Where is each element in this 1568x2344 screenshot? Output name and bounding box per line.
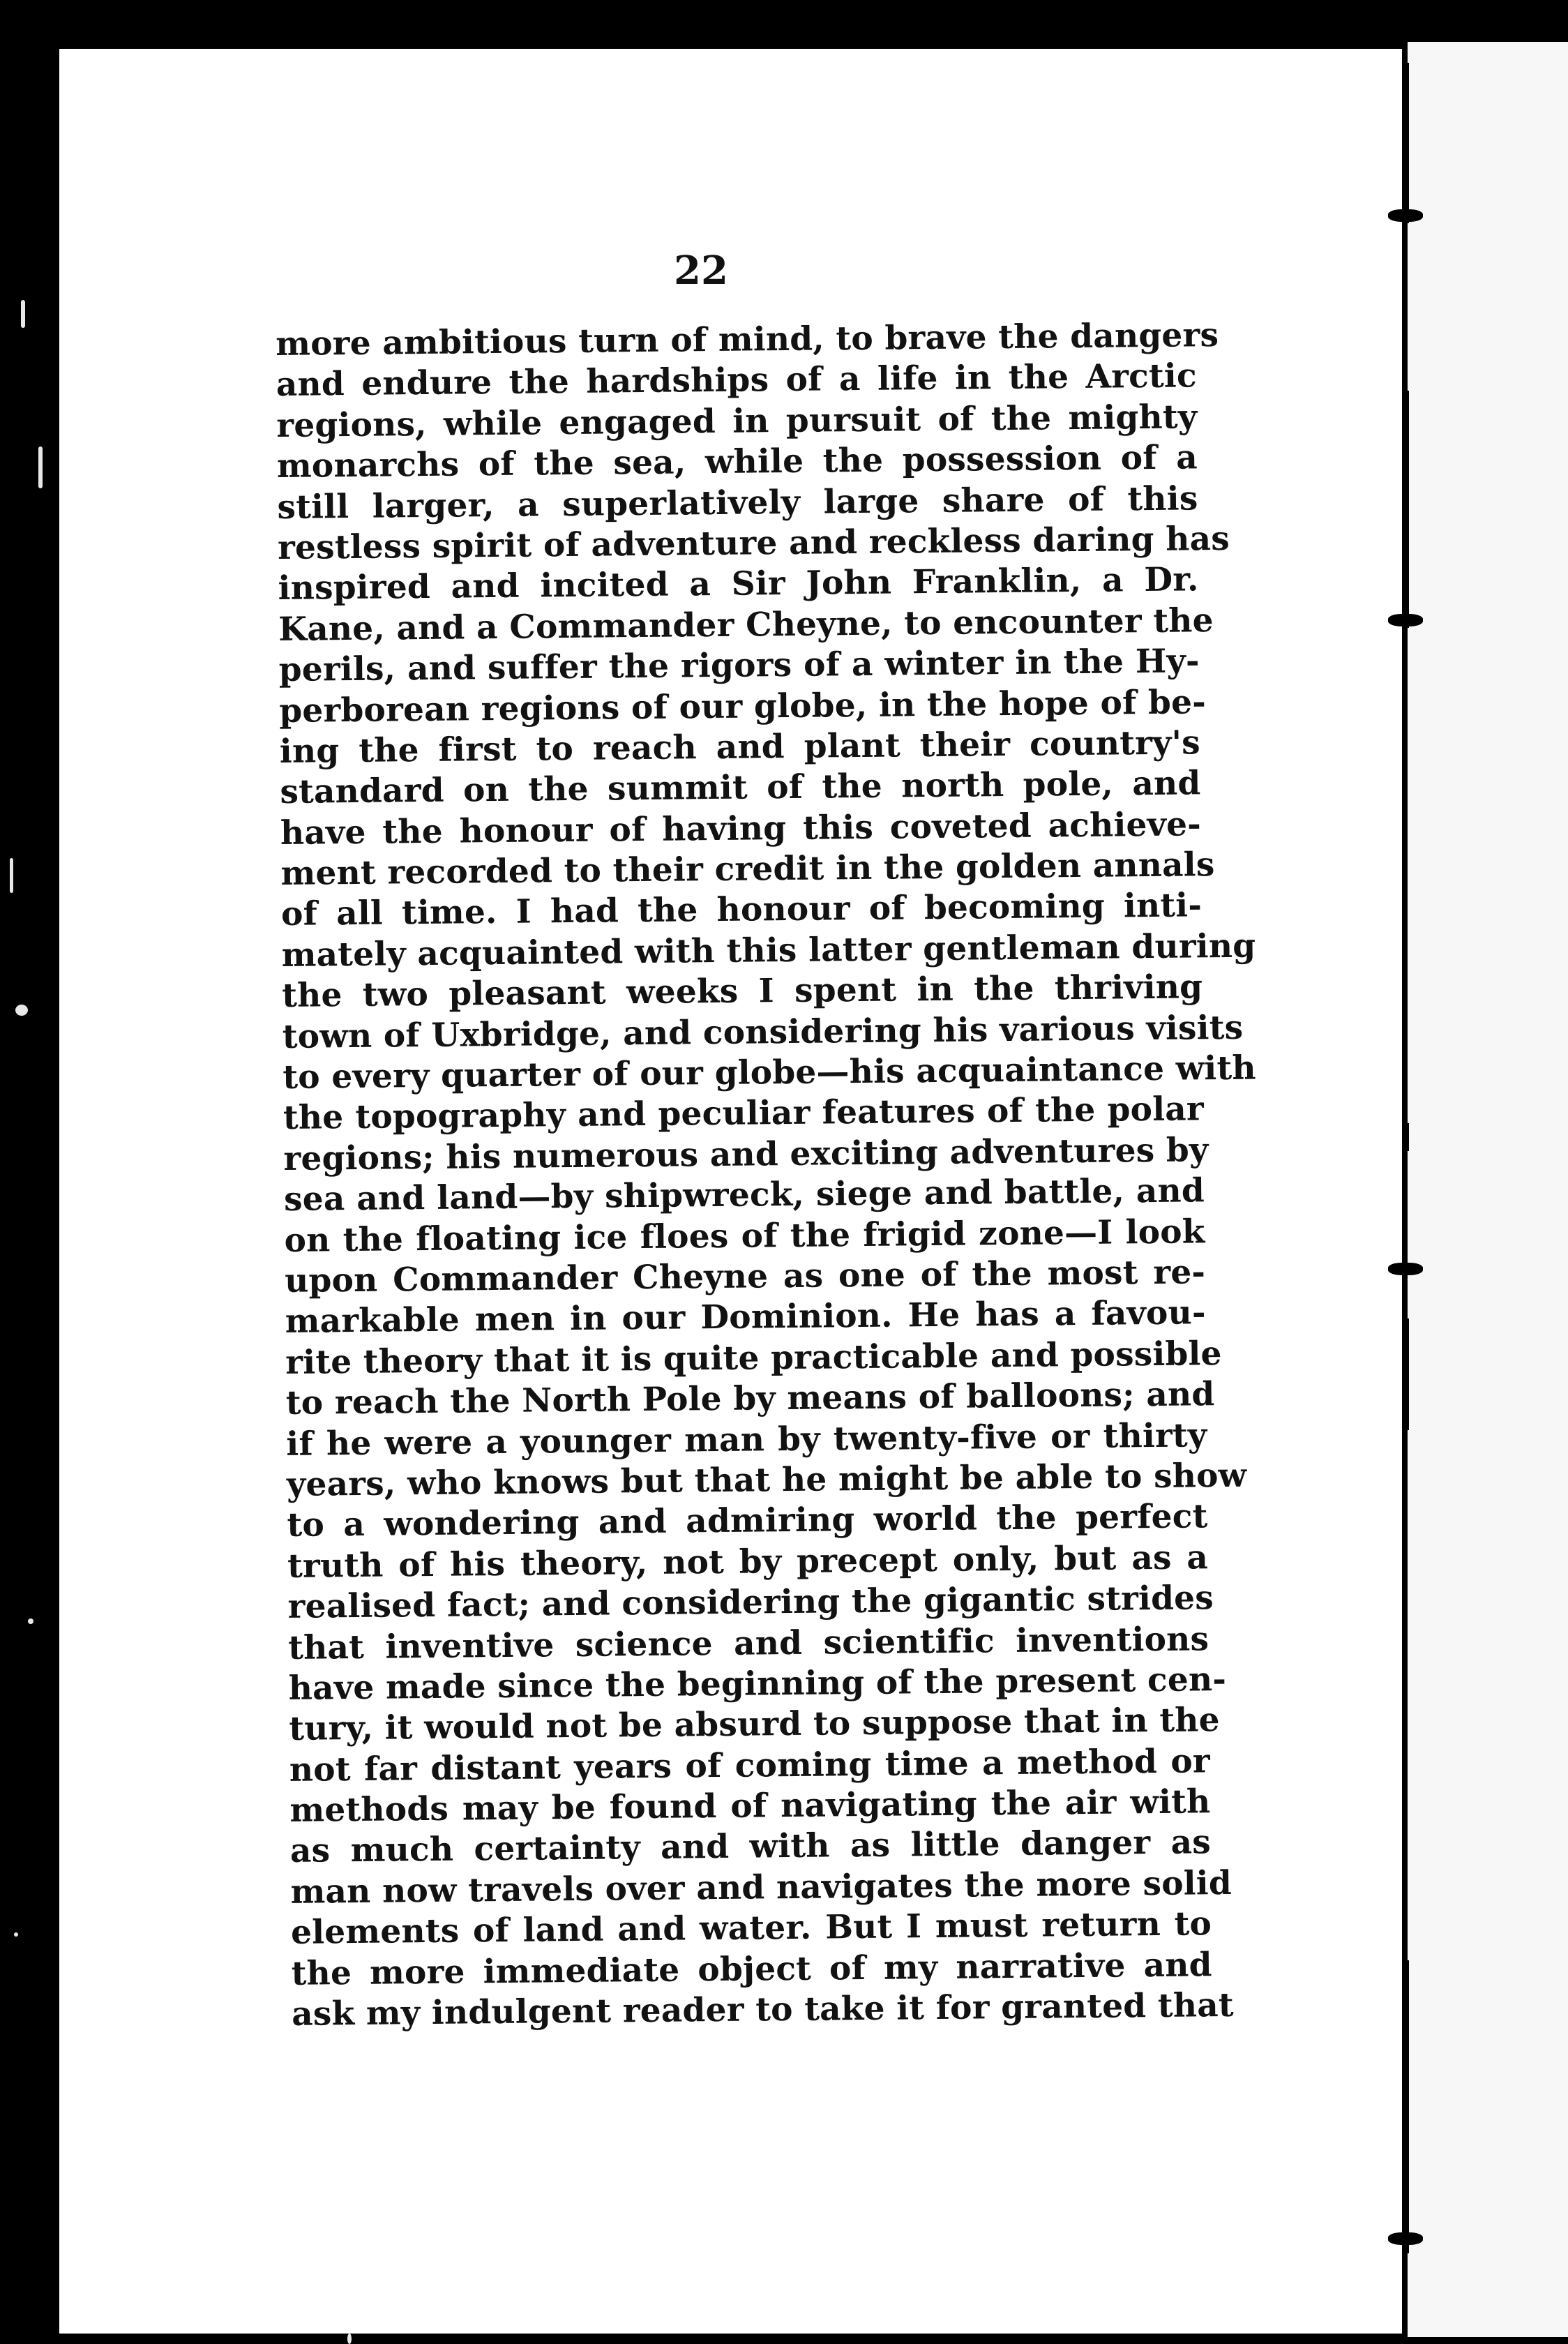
text-line: the topography and peculiar features of the polar — [282, 1090, 1205, 1138]
adjacent-page-edge — [1408, 42, 1568, 2337]
text-line: to every quarter of our globe—his acquaintance with — [282, 1049, 1256, 1097]
text-line: upon Commander Cheyne as one of the most re- — [284, 1253, 1206, 1300]
text-line: perils, and suffer the rigors of a winter in the Hy- — [278, 642, 1200, 690]
text-line: regions; his numerous and exciting adventures by — [283, 1131, 1209, 1178]
scan-speck — [347, 2334, 352, 2344]
scan-speck — [21, 300, 25, 328]
text-line: tury, it would not be absurd to suppose that in the — [289, 1701, 1221, 1749]
text-line: rite theory that it is quite practicable and possible — [285, 1334, 1222, 1382]
text-line: standard on the summit of the north pole, and — [280, 764, 1201, 812]
scan-speck — [28, 1618, 33, 1624]
text-line: mately acquainted with this latter gentleman during — [281, 926, 1256, 975]
text-line: not far distant years of coming time a method or — [289, 1741, 1211, 1789]
text-line: inspired and incited a Sir John Franklin, a Dr. — [278, 560, 1199, 608]
binding-stitch — [1388, 2232, 1423, 2245]
text-line: man now travels over and navigates the more solid — [290, 1863, 1232, 1911]
text-line: the two pleasant weeks I spent in the thriving — [281, 968, 1203, 1016]
text-line: still larger, a superlatively large share of this — [277, 479, 1198, 527]
text-line: elements of land and water. But I must return to — [290, 1904, 1212, 1953]
text-line: have made since the beginning of the present cen- — [288, 1660, 1227, 1708]
text-line: to a wondering and admiring world the perfect — [287, 1497, 1208, 1545]
scan-speck — [15, 1005, 28, 1016]
scan-speck — [10, 858, 13, 893]
text-line: of all time. I had the honour of becoming inti- — [280, 886, 1203, 934]
text-line: regions, while engaged in pursuit of the mighty — [276, 398, 1198, 445]
text-line: more ambitious turn of mind, to brave the dangers — [276, 316, 1219, 363]
text-line: restless spirit of adventure and reckless daring has — [277, 519, 1230, 567]
text-line: as much certainty and with as little danger as — [289, 1823, 1212, 1871]
text-line: have the honour of having this coveted achieve- — [280, 804, 1202, 852]
text-line: that inventive science and scientific inventions — [287, 1619, 1209, 1667]
scan-speck — [38, 446, 43, 488]
binding-thread — [1403, 391, 1409, 628]
text-line: ing the first to reach and plant their country's — [279, 723, 1201, 771]
text-line: if he were a younger man by twenty-five or thirty — [286, 1415, 1207, 1464]
binding-stitch — [1388, 209, 1423, 222]
page-binding — [1401, 42, 1413, 2337]
binding-stitch — [1388, 614, 1423, 626]
binding-thread — [1403, 1318, 1409, 1430]
text-line: to reach the North Pole by means of balloons; and — [285, 1375, 1215, 1423]
text-line: realised fact; and considering the gigantic strides — [287, 1579, 1214, 1627]
text-line: town of Uxbridge, and considering his various visits — [282, 1008, 1244, 1056]
text-line: and endure the hardships of a life in the Arctic — [276, 356, 1198, 405]
text-line: methods may be found of navigating the air with — [289, 1782, 1211, 1830]
text-line: on the floating ice floes of the frigid zone—I look — [284, 1212, 1205, 1260]
page-number: 22 — [674, 248, 728, 294]
binding-thread — [1403, 63, 1409, 223]
scan-speck — [14, 1932, 18, 1937]
text-line: ment recorded to their credit in the golden annals — [280, 846, 1215, 894]
binding-thread — [1403, 1960, 1409, 2253]
text-line: years, who knows but that he might be able to show — [286, 1456, 1247, 1504]
text-line: markable men in our Dominion. He has a favou- — [285, 1293, 1206, 1342]
text-line: ask my indulgent reader to take it for granted that — [291, 1985, 1235, 2034]
binding-thread — [1403, 1123, 1409, 1151]
text-line: perborean regions of our globe, in the hope of be- — [279, 682, 1207, 730]
text-line: monarchs of the sea, while the possession of a — [276, 438, 1198, 486]
body-text — [276, 315, 1256, 2035]
text-line: Kane, and a Commander Cheyne, to encounter the — [278, 601, 1214, 649]
text-line: the more immediate object of my narrative and — [291, 1945, 1212, 1993]
binding-stitch — [1388, 1263, 1423, 1275]
text-line: sea and land—by shipwreck, siege and battle, and — [283, 1171, 1205, 1219]
text-line: truth of his theory, not by precept only, but as a — [287, 1538, 1209, 1586]
